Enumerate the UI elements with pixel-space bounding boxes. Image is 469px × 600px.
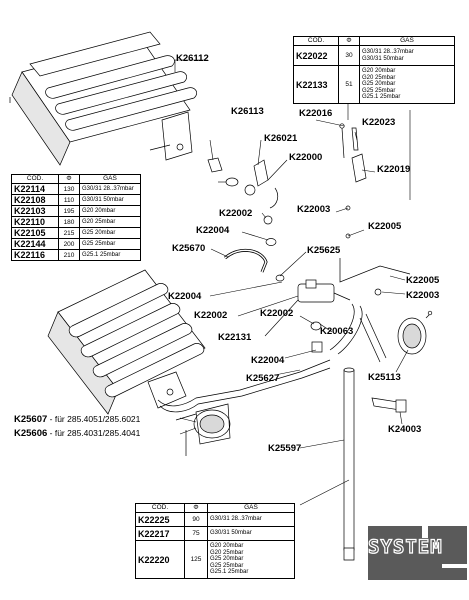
label-k24003: K24003: [388, 424, 422, 435]
cell-gas: G25 20mbar: [80, 228, 141, 239]
table-row: [136, 513, 295, 527]
cell-gas: G20 20mbar G20 25mbar G25 20mbar G25 25mbar G25.1 25mbar: [208, 541, 295, 579]
cell-gas: G20 25mbar: [80, 217, 141, 228]
model-note-2: [14, 428, 140, 439]
model-note-1-code: K25607: [14, 414, 48, 425]
label-k22003-b: K22003: [406, 290, 440, 301]
cell-phi: 110: [59, 195, 80, 206]
label-k26021: K26021: [264, 133, 298, 144]
header-gas: GAS: [208, 504, 295, 513]
label-k22005-b: K22005: [406, 275, 440, 286]
label-k22002-a: K22002: [219, 208, 253, 219]
cell-code: K22116: [12, 250, 59, 261]
label-k22002-c: K22002: [260, 308, 294, 319]
label-k22131: K22131: [218, 332, 252, 343]
table-row: [12, 239, 141, 250]
label-k22019: K22019: [377, 164, 411, 175]
cell-code: K22220: [136, 541, 185, 579]
label-k25597: K25597: [268, 443, 302, 454]
table-row: [12, 217, 141, 228]
cell-phi: 180: [59, 217, 80, 228]
label-k25627: K25627: [246, 373, 280, 384]
gas-table-top: [293, 36, 455, 104]
table-row: [294, 46, 455, 66]
cell-phi: 125: [185, 541, 208, 579]
gas-table-left: [11, 174, 141, 261]
header-phi: Φ: [59, 175, 80, 184]
label-k22004-c: K22004: [251, 355, 285, 366]
cell-code: K22103: [12, 206, 59, 217]
label-k22003-top: K22003: [297, 204, 331, 215]
cell-phi: 215: [59, 228, 80, 239]
cell-phi: 30: [339, 46, 360, 66]
cell-code: K22110: [12, 217, 59, 228]
model-note-1-text: - für 285.4051/285.6021: [47, 414, 141, 424]
cell-gas: G30/31 50mbar: [208, 527, 295, 541]
model-note-1: [14, 414, 140, 425]
header-cod: COD.: [136, 504, 185, 513]
cell-gas: G25 25mbar: [80, 239, 141, 250]
label-k22004-a: K22004: [196, 225, 230, 236]
gas-table-bottom: [135, 503, 295, 579]
cell-code: K22144: [12, 239, 59, 250]
table-row: [294, 66, 455, 104]
cell-phi: 200: [59, 239, 80, 250]
label-k20063: K20063: [320, 326, 354, 337]
system-logo-text: SYSTEM: [368, 536, 443, 558]
system-logo: [362, 520, 467, 580]
cell-code: K22114: [12, 184, 59, 195]
label-k26113: K26113: [231, 106, 264, 117]
cell-gas: G25.1 25mbar: [80, 250, 141, 261]
cell-phi: 210: [59, 250, 80, 261]
cell-gas: G30/31 28..37mbar G30/31 50mbar: [360, 46, 455, 66]
table-header-row: [136, 504, 295, 513]
cell-code: K22133: [294, 66, 339, 104]
table-row: [12, 184, 141, 195]
header-phi: Φ: [339, 37, 360, 46]
label-k22004-b: K22004: [168, 291, 202, 302]
label-k22023: K22023: [362, 117, 396, 128]
cell-code: K22105: [12, 228, 59, 239]
label-k26112: K26112: [176, 53, 209, 64]
cell-code: K22225: [136, 513, 185, 527]
table-header-row: [294, 37, 455, 46]
cell-gas: G30/31 50mbar: [80, 195, 141, 206]
header-phi: Φ: [185, 504, 208, 513]
cell-gas: G20 20mbar G20 25mbar G25 20mbar G25 25mbar G25.1 25mbar: [360, 66, 455, 104]
cell-code: K22108: [12, 195, 59, 206]
header-cod: COD.: [294, 37, 339, 46]
cell-gas: G20 20mbar: [80, 206, 141, 217]
label-k25670: K25670: [172, 243, 206, 254]
label-k22000: K22000: [289, 152, 323, 163]
label-k25113: K25113: [368, 372, 401, 383]
table-row: [12, 206, 141, 217]
label-k22016: K22016: [299, 108, 333, 119]
cell-phi: 195: [59, 206, 80, 217]
label-k25625: K25625: [307, 245, 341, 256]
model-note-2-text: - für 285.4031/285.4041: [47, 428, 141, 438]
cell-code: K22022: [294, 46, 339, 66]
table-row: [136, 541, 295, 579]
header-gas: GAS: [80, 175, 141, 184]
cell-phi: 130: [59, 184, 80, 195]
model-note-2-code: K25606: [14, 428, 48, 439]
table-row: [12, 228, 141, 239]
table-header-row: [12, 175, 141, 184]
cell-code: K22217: [136, 527, 185, 541]
cell-phi: 90: [185, 513, 208, 527]
cell-gas: G30/31 28..37mbar: [208, 513, 295, 527]
cell-gas: G30/31 28..37mbar: [80, 184, 141, 195]
table-row: [12, 195, 141, 206]
cell-phi: 51: [339, 66, 360, 104]
label-k22005-top: K22005: [368, 221, 402, 232]
table-row: [136, 527, 295, 541]
cell-phi: 75: [185, 527, 208, 541]
label-k22002-b: K22002: [194, 310, 228, 321]
header-cod: COD.: [12, 175, 59, 184]
table-row: [12, 250, 141, 261]
header-gas: GAS: [360, 37, 455, 46]
